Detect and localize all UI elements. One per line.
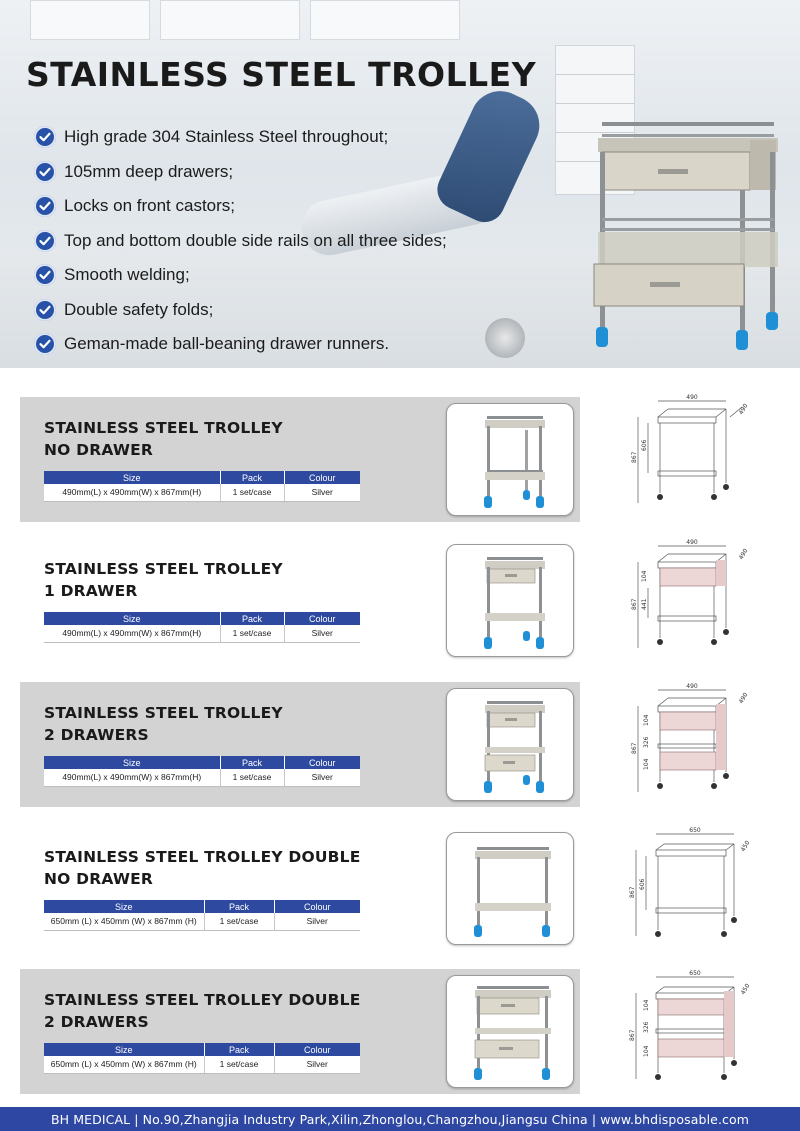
dim-depth-label: 450	[739, 839, 752, 853]
dim-depth-label: 450	[739, 982, 752, 996]
product-photo	[446, 832, 574, 945]
colour-header: Colour	[284, 612, 360, 625]
feature-text: Double safety folds;	[64, 299, 214, 319]
dim-mid-label: 326	[643, 736, 650, 748]
size-value: 650mm (L) x 450mm (W) x 867mm (H)	[44, 1056, 204, 1073]
colour-header: Colour	[284, 471, 360, 484]
dim-depth-label: 490	[737, 547, 750, 561]
product-title-line2: 1 DRAWER	[44, 582, 138, 600]
spec-table	[44, 471, 360, 502]
size-header: Size	[44, 471, 220, 484]
dim-height-label: 867	[631, 598, 638, 610]
feature-item	[34, 258, 447, 293]
feature-item	[34, 155, 447, 190]
pack-value: 1 set/case	[204, 913, 274, 930]
dim-height-label: 867	[631, 451, 638, 463]
spec-table	[44, 756, 360, 787]
size-header: Size	[44, 900, 204, 913]
footer-text: BH MEDICAL | No.90,Zhangjia Industry Park,Xilin,Zhonglou,Changzhou,Jiangsu China | www.bhdisposable.com	[50, 1111, 750, 1127]
dim-drawer-label: 104	[643, 714, 650, 726]
size-value: 490mm(L) x 490mm(W) x 867mm(H)	[44, 484, 220, 501]
check-icon	[34, 333, 56, 355]
dimension-diagram	[630, 538, 760, 663]
product-title-line1: STAINLESS STEEL TROLLEY	[44, 419, 283, 437]
pack-header: Pack	[220, 756, 284, 769]
pack-value: 1 set/case	[220, 769, 284, 786]
product-photo	[446, 403, 574, 516]
pack-header: Pack	[220, 471, 284, 484]
page-title: STAINLESS STEEL TROLLEY	[26, 55, 537, 94]
hero-trolley-image	[588, 112, 788, 362]
dim-width-label: 490	[686, 394, 698, 401]
size-header: Size	[44, 612, 220, 625]
product-card-no-drawer	[20, 397, 580, 522]
product-title	[44, 989, 361, 1033]
colour-value: Silver	[284, 625, 360, 642]
product-card-double-2-drawers	[20, 969, 580, 1094]
product-photo	[446, 688, 574, 801]
spec-table	[44, 900, 360, 931]
product-title-line1: STAINLESS STEEL TROLLEY	[44, 560, 283, 578]
dim-inner-label: 441	[641, 598, 648, 610]
product-title	[44, 846, 361, 890]
feature-text: Top and bottom double side rails on all three sides;	[64, 230, 447, 250]
product-title	[44, 417, 283, 461]
background-window	[160, 0, 300, 40]
dim-height-label: 867	[631, 742, 638, 754]
pack-header: Pack	[204, 1043, 274, 1056]
colour-value: Silver	[274, 913, 360, 930]
feature-text: Locks on front castors;	[64, 196, 236, 216]
feature-item	[34, 293, 447, 328]
feature-text: Smooth welding;	[64, 265, 190, 285]
background-window	[30, 0, 150, 40]
check-icon	[34, 299, 56, 321]
size-value: 490mm(L) x 490mm(W) x 867mm(H)	[44, 625, 220, 642]
feature-item	[34, 189, 447, 224]
dim-width-label: 650	[689, 970, 701, 977]
product-title-line2: 2 DRAWERS	[44, 726, 149, 744]
background-window	[310, 0, 460, 40]
check-icon	[34, 126, 56, 148]
product-card-double-no-drawer	[20, 826, 580, 951]
check-icon	[34, 264, 56, 286]
dimension-diagram	[630, 393, 760, 518]
product-photo	[446, 544, 574, 657]
product-photo	[446, 975, 574, 1088]
colour-value: Silver	[274, 1056, 360, 1073]
hero-banner	[0, 0, 800, 368]
product-title-line1: STAINLESS STEEL TROLLEY DOUBLE	[44, 991, 361, 1009]
dim-width-label: 650	[689, 827, 701, 834]
feature-item	[34, 120, 447, 155]
dental-chair-back	[431, 81, 549, 228]
spec-table	[44, 612, 360, 643]
dim-drawer2-label: 104	[643, 1045, 650, 1057]
dim-depth-label: 490	[737, 402, 750, 416]
dim-depth-label: 490	[737, 691, 750, 705]
dimension-diagram	[630, 682, 760, 807]
feature-item	[34, 327, 447, 362]
dimension-diagram	[630, 969, 760, 1094]
feature-item	[34, 224, 447, 259]
product-card-1-drawer	[20, 538, 580, 663]
pack-header: Pack	[220, 612, 284, 625]
spec-table	[44, 1043, 360, 1074]
foot-pedal	[485, 318, 525, 358]
dim-inner-label: 606	[639, 878, 646, 890]
dim-mid-label: 326	[643, 1021, 650, 1033]
feature-text: 105mm deep drawers;	[64, 161, 234, 181]
feature-list	[34, 120, 447, 362]
check-icon	[34, 161, 56, 183]
product-card-2-drawers	[20, 682, 580, 807]
colour-header: Colour	[274, 1043, 360, 1056]
feature-text: High grade 304 Stainless Steel throughout;	[64, 127, 389, 147]
dim-drawer2-label: 104	[643, 758, 650, 770]
dim-drawer-label: 104	[643, 999, 650, 1011]
dim-drawer-label: 104	[641, 570, 648, 582]
size-header: Size	[44, 1043, 204, 1056]
size-header: Size	[44, 756, 220, 769]
product-title-line1: STAINLESS STEEL TROLLEY	[44, 704, 283, 722]
product-title	[44, 558, 283, 602]
dim-height-label: 867	[629, 1029, 636, 1041]
check-icon	[34, 195, 56, 217]
dim-height-label: 867	[629, 886, 636, 898]
product-title-line2: 2 DRAWERS	[44, 1013, 149, 1031]
product-title-line2: NO DRAWER	[44, 441, 154, 459]
footer-bar	[0, 1107, 800, 1131]
pack-value: 1 set/case	[220, 625, 284, 642]
check-icon	[34, 230, 56, 252]
pack-header: Pack	[204, 900, 274, 913]
feature-text: Geman-made ball-beaning drawer runners.	[64, 334, 390, 354]
size-value: 650mm (L) x 450mm (W) x 867mm (H)	[44, 913, 204, 930]
colour-header: Colour	[284, 756, 360, 769]
dim-width-label: 490	[686, 683, 698, 690]
pack-value: 1 set/case	[204, 1056, 274, 1073]
product-title-line1: STAINLESS STEEL TROLLEY DOUBLE	[44, 848, 361, 866]
dim-inner-label: 606	[641, 439, 648, 451]
colour-value: Silver	[284, 484, 360, 501]
product-title-line2: NO DRAWER	[44, 870, 154, 888]
pack-value: 1 set/case	[220, 484, 284, 501]
dimension-diagram	[630, 826, 760, 951]
size-value: 490mm(L) x 490mm(W) x 867mm(H)	[44, 769, 220, 786]
colour-value: Silver	[284, 769, 360, 786]
product-title	[44, 702, 283, 746]
dim-width-label: 490	[686, 539, 698, 546]
colour-header: Colour	[274, 900, 360, 913]
